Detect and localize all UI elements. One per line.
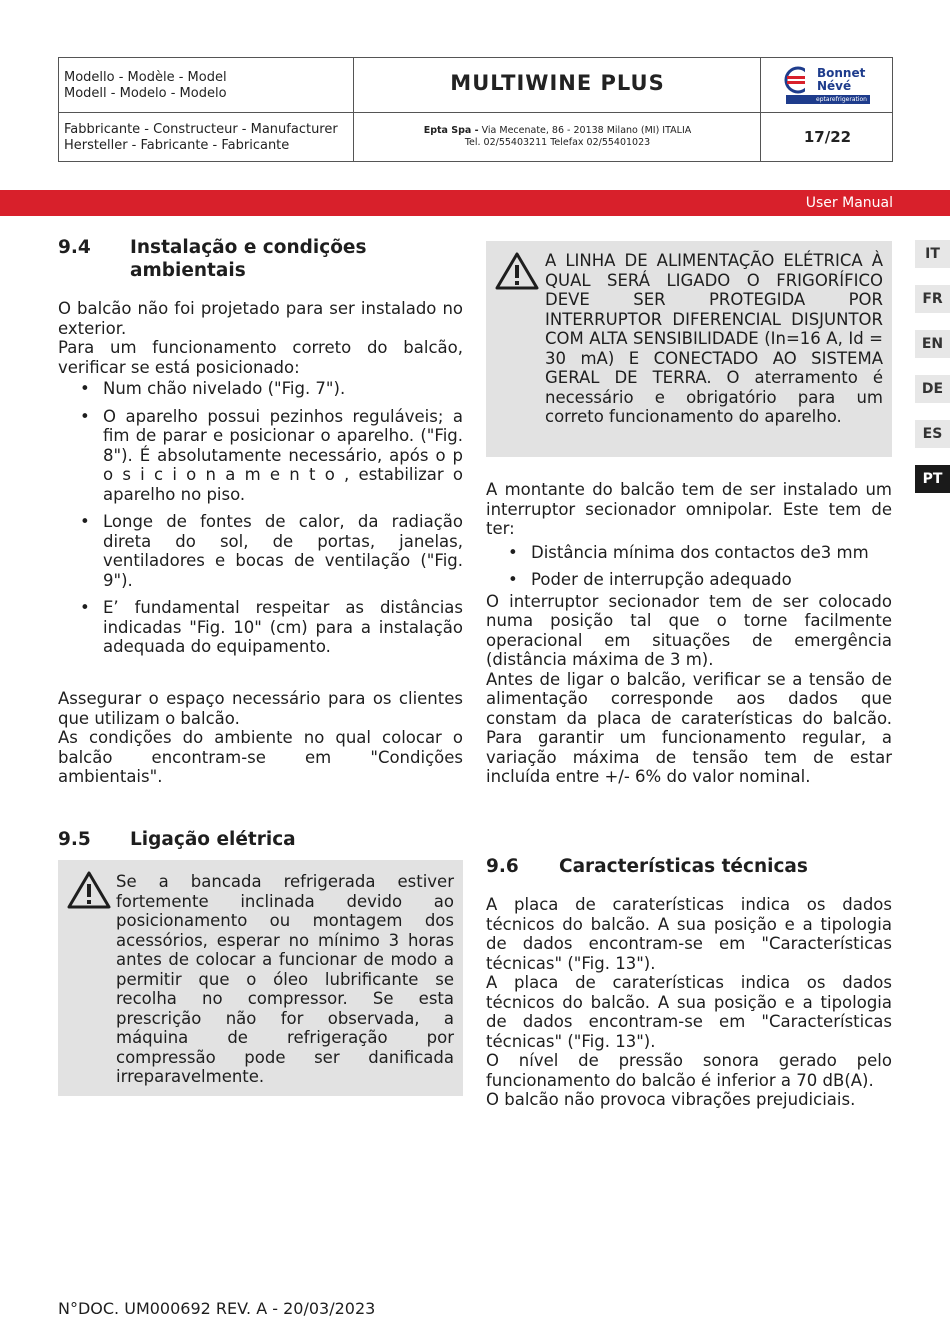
section-96-body xyxy=(486,895,892,1110)
lang-tab-de[interactable]: DE xyxy=(915,375,950,403)
band-label: User Manual xyxy=(805,195,893,211)
logo-line: Bonnet xyxy=(817,66,866,80)
bullet-list xyxy=(58,379,463,657)
paragraph: A placa de caraterísticas indica os dados técnicos do balcão. A sua posição e a tipologia de dados encontram-se em "Características técnicas" ("Fig. 13"). xyxy=(486,973,892,1051)
paragraph: A montante do balcão tem de ser instalado um interruptor secionador omnipolar. Este tem de ter: xyxy=(486,480,892,538)
lang-tab-en[interactable]: EN xyxy=(915,330,950,358)
logo-subtitle: eptarefrigeration xyxy=(786,95,870,104)
lang-tab-pt[interactable]: PT xyxy=(915,465,950,493)
list-item: • E’ fundamental respeitar as distâncias indicadas "Fig. 10" (cm) para a instalação adequada do equipamento. xyxy=(58,598,463,657)
company-name: Epta Spa - xyxy=(423,125,479,136)
paragraph: A placa de caraterísticas indica os dados técnicos do balcão. A sua posição e a tipologia de dados encontram-se em "Características técnicas" ("Fig. 13"). xyxy=(486,895,892,973)
list-item: • O aparelho possui pezinhos reguláveis; a fim de parar e posicionar o aparelho. ("Fig. 8"). É absolutamente necessário, após o p o s i c i o n a m e n t o , estabilizar o aparelho no piso. xyxy=(58,407,463,505)
lang-tab-it[interactable]: IT xyxy=(915,240,950,268)
lang-tab-es[interactable]: ES xyxy=(915,420,950,448)
company-phone: Tel. 02/55403211 Telefax 02/55401023 xyxy=(464,137,651,148)
paragraph: O nível de pressão sonora gerado pelo funcionamento do balcão é inferior a 70 dB(A). xyxy=(486,1051,892,1090)
paragraph: O balcão não provoca vibrações prejudiciais. xyxy=(486,1090,856,1109)
section-title: Características técnicas xyxy=(559,856,808,877)
section-title: Ligação elétrica xyxy=(130,829,296,850)
paragraph: As condições do ambiente no qual colocar o balcão encontram-se em "Condições ambientais". xyxy=(58,728,463,786)
warning-text: A LINHA DE ALIMENTAÇÃO ELÉTRICA À QUAL SERÁ LIGADO O FRIGORÍFICO DEVE SER PROTEGIDA POR INTERRUPTOR DIFERENCIAL DISJUNTOR COM ALTA SENSIBILIDADE (In=16 A, Id = 30 mA) E CONECTADO AO SISTEMA GERAL DE TERRA. O aterramento é necessário e obrigatório para um correto funcionamento do aparelho. xyxy=(545,251,883,426)
warning-box xyxy=(486,241,892,457)
bonnet-neve-logo xyxy=(783,64,873,106)
section-number: 9.4 xyxy=(58,237,91,258)
header-divider xyxy=(59,112,892,113)
product-title: MULTIWINE PLUS xyxy=(450,71,665,95)
list-item: • Longe de fontes de calor, da radiação direta do sol, de portas, janelas, ventiladores e bocas de ventilação ("Fig. 9"). xyxy=(58,512,463,590)
paragraph: O balcão não foi projetado para ser instalado no exterior. xyxy=(58,299,463,338)
logo-text xyxy=(817,67,865,93)
manufacturer-label-line: Hersteller - Fabricante - Fabricante xyxy=(64,138,290,153)
lang-tab-fr[interactable]: FR xyxy=(915,285,950,313)
manufacturer-label-line: Fabbricante - Constructeur - Manufacturer xyxy=(64,122,338,137)
paragraph: Assegurar o espaço necessário para os clientes que utilizam o balcão. xyxy=(58,689,463,728)
section-number: 9.5 xyxy=(58,829,91,850)
list-item: • Distância mínima dos contactos de3 mm xyxy=(486,543,892,563)
company-address: Via Mecenate, 86 - 20138 Milano (MI) ITALIA xyxy=(478,125,692,136)
logo-euro-icon xyxy=(783,65,817,95)
section-94-body xyxy=(58,299,463,665)
warning-icon xyxy=(494,251,540,291)
section-title xyxy=(130,236,366,282)
manufacturer-label xyxy=(64,122,338,154)
bullet-list xyxy=(486,543,892,590)
section-title-line: ambientais xyxy=(130,260,246,281)
paragraph: O interruptor secionador tem de ser colocado numa posição tal que o torne facilmente operacional em situações de emergência (distância máxima de 3 m). xyxy=(486,591,892,669)
page-number: 17/22 xyxy=(803,128,852,146)
electrical-requirements xyxy=(486,480,892,787)
model-label-line: Modello - Modèle - Model xyxy=(64,70,227,85)
model-label xyxy=(64,70,227,102)
paragraph: Para um funcionamento correto do balcão, verificar se está posicionado: xyxy=(58,338,463,377)
warning-box xyxy=(58,860,463,1096)
list-item: • Num chão nivelado ("Fig. 7"). xyxy=(58,379,463,399)
section-number: 9.6 xyxy=(486,856,519,877)
section-title-line: Instalação e condições xyxy=(130,237,367,258)
warning-text: Se a bancada refrigerada estiver fortemente inclinada devido ao posicionamento ou montagem dos acessórios, esperar no mínimo 3 horas antes de colocar a funcionar de modo a permitir que o óleo lubrificante se recolha no compressor. Se esta prescrição não for observada, a máquina de refrigeração por compressão pode ser danificada irreparavelmente. xyxy=(116,872,454,1086)
list-item: • Poder de interrupção adequado xyxy=(486,570,892,590)
document-footer: N°DOC. UM000692 REV. A - 20/03/2023 xyxy=(58,1299,376,1318)
section-band xyxy=(0,190,950,216)
document-header xyxy=(58,57,893,162)
warning-icon xyxy=(66,870,112,910)
model-label-line: Modell - Modelo - Modelo xyxy=(64,86,227,101)
logo-line: Névé xyxy=(817,79,852,93)
section-94-closing xyxy=(58,689,463,787)
paragraph: Antes de ligar o balcão, verificar se a tensão de alimentação corresponde aos dados que constam da placa de caraterísticas do balcão. Para garantir um funcionamento regular, a variação máxima de tensão tem de estar incluída entre +/- 6% do valor nominal. xyxy=(486,669,892,786)
company-info xyxy=(354,125,761,149)
